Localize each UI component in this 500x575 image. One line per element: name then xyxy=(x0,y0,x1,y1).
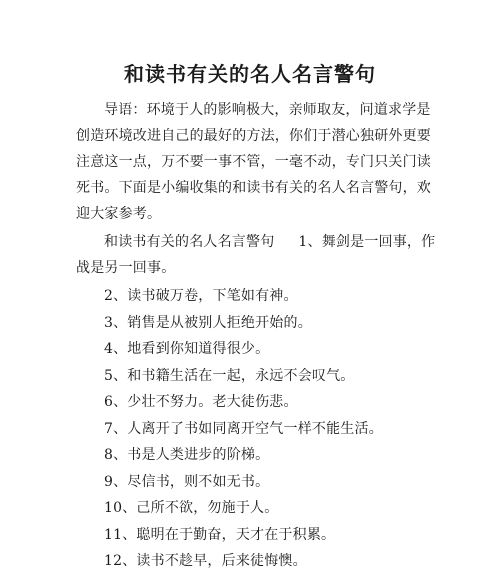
section-heading-line xyxy=(76,229,436,281)
list-item: 9、尽信书，则不如无书。 xyxy=(104,473,270,490)
list-item: 5、和书籍生活在一起，永远不会叹气。 xyxy=(104,367,355,384)
list-item: 7、人离开了书如同离开空气一样不能生活。 xyxy=(104,420,383,437)
intro-paragraph: 导语：环境于人的影响极大，亲师取友，问道求学是创造环境改进自己的最好的方法，你们于潜心独研外更要注意这一点，万不要一事不管，一毫不动，专门只关门读死书。下面是小编收集的和读书有关的名人名言警句，欢迎大家参考。 xyxy=(76,102,431,222)
section-heading: 和读书有关的名人名言警句 xyxy=(104,234,275,250)
quote-list xyxy=(104,283,444,575)
list-item: 10、己所不欲，勿施于人。 xyxy=(104,500,279,516)
list-item: 3、销售是从被别人拒绝开始的。 xyxy=(104,314,312,331)
first-quote: 1、舞剑是一回事，作战是另一回事。 xyxy=(76,234,436,276)
list-item: 11、聪明在于勤奋，天才在于积累。 xyxy=(104,526,336,543)
page-title: 和读书有关的名人名言警句 xyxy=(124,62,376,86)
list-item: 8、书是人类进步的阶梯。 xyxy=(104,447,270,463)
list-item: 6、少壮不努力。老大徒伤悲。 xyxy=(104,394,298,410)
list-item: 12、读书不趁早，后来徒悔懊。 xyxy=(104,553,307,569)
list-item: 4、地看到你知道得很少。 xyxy=(104,341,270,357)
list-item: 2、读书破万卷，下笔如有神。 xyxy=(104,288,298,304)
